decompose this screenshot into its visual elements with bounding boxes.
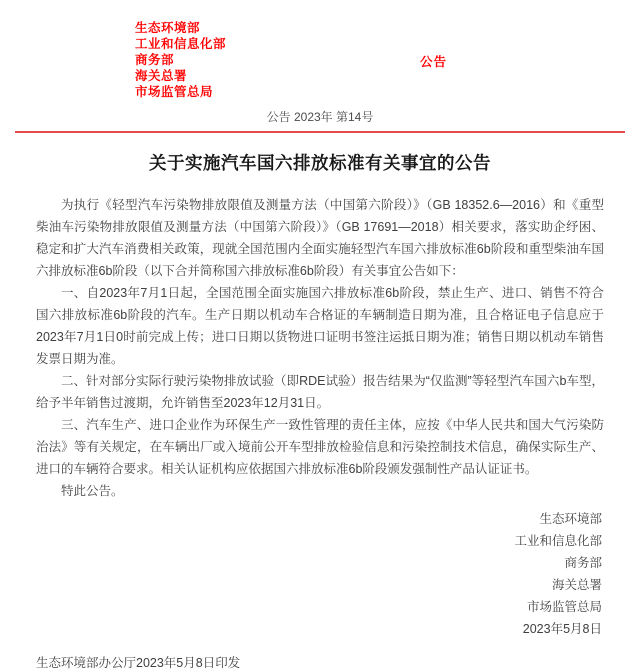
- signature-agency: 海关总署: [551, 578, 602, 592]
- signature-agency: 商务部: [564, 556, 602, 570]
- doc-body: [36, 194, 604, 502]
- ministry-name: 海关总署: [135, 69, 188, 83]
- ministry-name: 商务部: [135, 53, 175, 67]
- body-paragraph: 三、汽车生产、进口企业作为环保生产一致性管理的责任主体，应按《中华人民共和国大气污染防治法》等有关规定，在车辆出厂或入境前公开车型排放检验信息和污染控制技术信息，确保实际生产、进口的车辆符合要求。相关认证机构应依据国六排放标准6b阶段颁发强制性产品认证证书。: [36, 418, 604, 476]
- ministry-name: 工业和信息化部: [135, 37, 227, 51]
- issuing-ministries: [135, 0, 640, 100]
- announcement-label: 公告: [420, 55, 448, 69]
- body-paragraph: 一、自2023年7月1日起，全国范围全面实施国六排放标准6b阶段，禁止生产、进口、销售不符合国六排放标准6b阶段的汽车。生产日期以机动车合格证的车辆制造日期为准，且合格证电子信息应于2023年7月1日0时前完成上传；进口日期以货物进口证明书签注运抵日期为准；销售日期以机动车销售发票日期为准。: [36, 286, 604, 366]
- doc-header: [0, 0, 640, 100]
- signature-agency: 市场监管总局: [526, 600, 602, 614]
- body-paragraph: 为执行《轻型汽车污染物排放限值及测量方法（中国第六阶段）》（GB 18352.6—2016）和《重型柴油车污染物排放限值及测量方法（中国第六阶段）》（GB 17691—2018）相关要求，落实助企纾困、稳定和扩大汽车消费相关政策，现就全国范围内全面实施轻型汽车国六排放标准6b阶段和重型柴油车国六排放标准6b阶段（以下合并简称国六排放标准6b阶段）有关事宜公告如下：: [36, 198, 604, 278]
- signature-agency: 生态环境部: [539, 512, 602, 526]
- body-paragraph: 特此公告。: [61, 484, 124, 498]
- ministry-name: 市场监管总局: [135, 85, 214, 99]
- signature-date: 2023年5月8日: [522, 622, 602, 636]
- body-paragraph: 二、针对部分实际行驶污染物排放试验（即RDE试验）报告结果为“仅监测”等轻型汽车国六b车型，给予半年销售过渡期，允许销售至2023年12月31日。: [36, 374, 604, 410]
- signature-block: [0, 508, 602, 640]
- page-title: 关于实施汽车国六排放标准有关事宜的公告: [149, 153, 491, 173]
- footer-imprint: 生态环境部办公厅2023年5月8日印发: [36, 656, 241, 670]
- ministry-name: 生态环境部: [135, 21, 201, 35]
- signature-agency: 工业和信息化部: [514, 534, 602, 548]
- doc-number: 公告 2023年 第14号: [266, 110, 374, 124]
- red-divider: [15, 131, 625, 133]
